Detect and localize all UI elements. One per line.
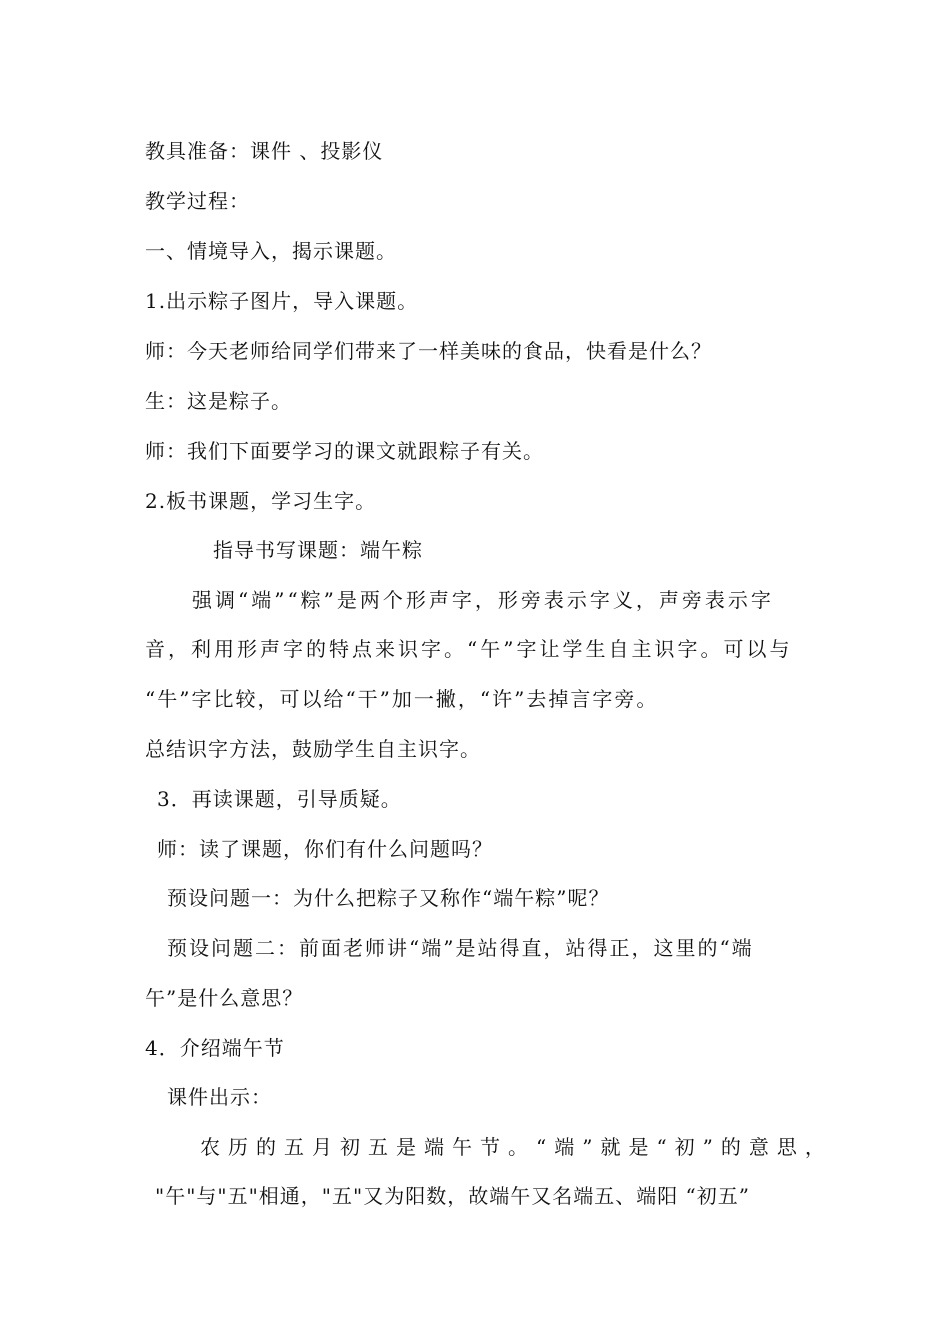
text-line-writing-guide: 指导书写课题：端午粽 — [213, 538, 423, 562]
text-line-teacher-statement: 师：我们下面要学习的课文就跟粽子有关。 — [145, 439, 544, 463]
text-line-summary: 总结识字方法，鼓励学生自主识字。 — [145, 737, 481, 761]
text-line-preset-question-2: 预设问题二：前面老师讲“端”是站得直，站得正，这里的“端 — [167, 936, 754, 960]
text-line-student-answer: 生：这是粽子。 — [145, 389, 292, 413]
text-line-teacher-ask: 师：读了课题，你们有什么问题吗？ — [157, 837, 493, 861]
text-line-step-4: 4．介绍端午节 — [145, 1036, 285, 1060]
text-line-teacher-question: 师：今天老师给同学们带来了一样美味的食品，快看是什么？ — [145, 339, 712, 363]
text-line-preset-question-2-cont: 午”是什么意思？ — [145, 986, 304, 1010]
text-line-preset-question-1: 预设问题一：为什么把粽子又称作“端午粽”呢？ — [167, 886, 610, 910]
text-line-step-2: 2.板书课题，学习生字。 — [145, 489, 377, 513]
text-line-step-1: 1.出示粽子图片，导入课题。 — [145, 289, 419, 313]
section-heading-intro: 一、情境导入，揭示课题。 — [145, 239, 397, 263]
text-line-teaching-aids: 教具准备：课件 、投影仪 — [145, 139, 384, 163]
text-line-step-3: 3．再读课题，引导质疑。 — [157, 787, 402, 811]
text-line-courseware: 课件出示： — [167, 1085, 272, 1109]
paragraph-festival-line-2: "午"与"五"相通，"五"又为阳数，故端午又名端五、端阳 “初五” — [155, 1184, 751, 1208]
paragraph-festival-line-1: 农历的五月初五是端午节。“端”就是“初”的意思， — [200, 1135, 833, 1159]
text-line-teaching-process: 教学过程： — [145, 189, 250, 213]
paragraph-emphasis-line-2: 音，利用形声字的特点来识字。“午”字让学生自主识字。可以与 — [145, 637, 793, 661]
paragraph-emphasis-line-3: “牛”字比较，可以给“干”加一撇，“许”去掉言字旁。 — [145, 687, 659, 711]
paragraph-emphasis-line-1: 强调“端”“粽”是两个形声字，形旁表示字义，声旁表示字 — [192, 588, 774, 612]
